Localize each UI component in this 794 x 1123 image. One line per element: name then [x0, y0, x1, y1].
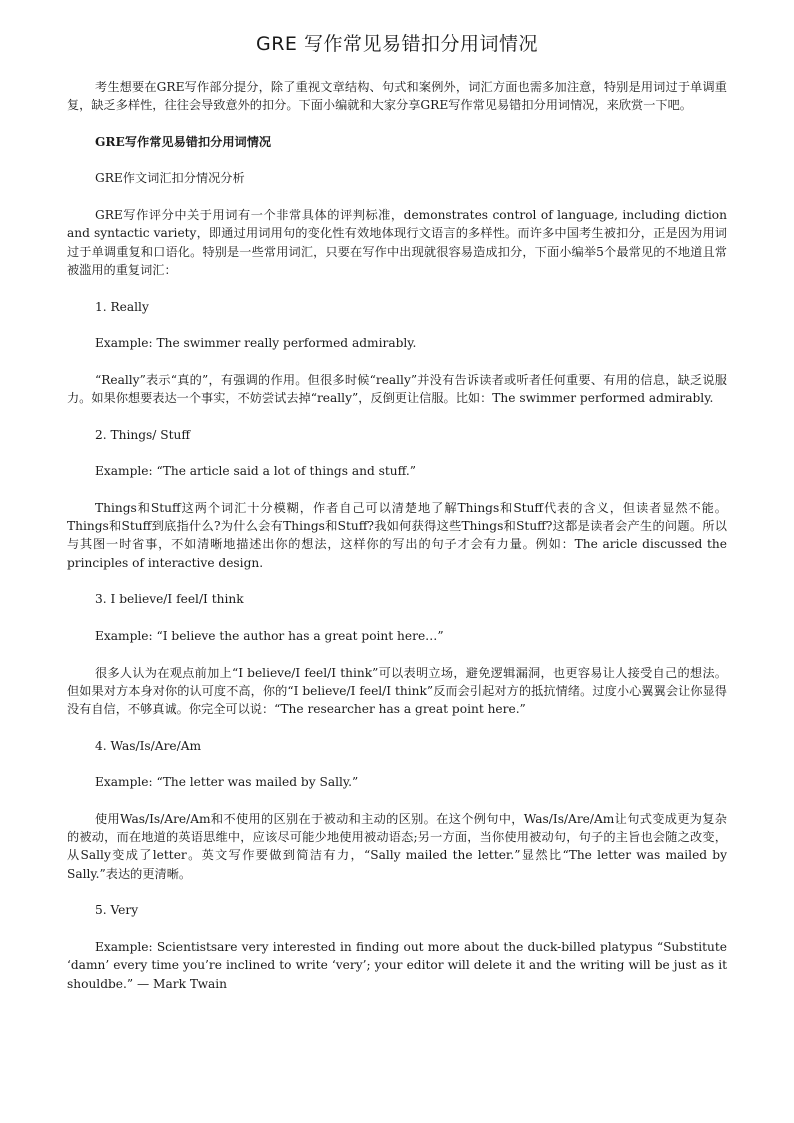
item-3-explanation: 很多人认为在观点前加上“I believe/I feel/I think”可以表明立场，避免逻辑漏洞，也更容易让人接受自己的想法。但如果对方本身对你的认可度不高，你的“I believe/I feel/I think”反而会引起对方的抵抗情绪。过度小心翼翼会让你显得没有自信，不够真诚。你完全可以说：“The researcher has a great point here.”	[67, 665, 727, 717]
document-page	[67, 30, 727, 1011]
item-2-explanation: Things和Stuff这两个词汇十分模糊，作者自己可以清楚地了解Things和Stuff代表的含义，但读者显然不能。Things和Stuff到底指什么?为什么会有Things和Stuff?我如何获得这些Things和Stuff?这都是读者会产生的问题。所以与其图一时省事，不如清晰地描述出你的想法，这样你的写出的句子才会有力量。例如：The aricle discussed the principles of interactive design.	[67, 500, 727, 570]
item-5-heading: 5. Very	[95, 903, 139, 918]
item-4-heading: 4. Was/Is/Are/Am	[95, 738, 202, 753]
item-1-example: Example: The swimmer really performed admirably.	[95, 336, 417, 351]
subheading: GRE写作常见易错扣分用词情况	[95, 134, 272, 149]
page-title: GRE 写作常见易错扣分用词情况	[256, 33, 538, 55]
item-3-example: Example: “I believe the author has a great point here…”	[95, 628, 444, 643]
section-intro-paragraph: GRE写作评分中关于用词有一个非常具体的评判标准，demonstrates control of language, including diction and syntactic variety，即通过用词用句的变化性有效地体现行文语言的多样性。而许多中国考生被扣分，正是因为用词过于单调重复和口语化。特别是一些常用词汇，只要在写作中出现就很容易造成扣分，下面小编举5个最常见的不地道且常被滥用的重复词汇：	[67, 208, 727, 277]
item-4-example: Example: “The letter was mailed by Sally.”	[95, 775, 359, 790]
item-4-explanation: 使用Was/Is/Are/Am和不使用的区别在于被动和主动的区别。在这个例句中，Was/Is/Are/Am让句式变成更为复杂的被动，而在地道的英语思维中，应该尽可能少地使用被动语态;另一方面，当你使用被动句，句子的主旨也会随之改变，从Sally变成了letter。英文写作要做到简洁有力，“Sally mailed the letter.”显然比“The letter was mailed by Sally.”表达的更清晰。	[67, 811, 727, 881]
section-title: GRE作文词汇扣分情况分析	[95, 171, 245, 186]
item-1-explanation: “Really”表示“真的”，有强调的作用。但很多时候“really”并没有告诉读者或听者任何重要、有用的信息，缺乏说服力。如果你想要表达一个事实，不妨尝试去掉“really”，反倒更让信服。比如：The swimmer performed admirably.	[67, 372, 727, 406]
item-3-heading: 3. I believe/I feel/I think	[95, 592, 244, 607]
item-2-example: Example: “The article said a lot of things and stuff.”	[95, 464, 416, 479]
item-2-heading: 2. Things/ Stuff	[95, 427, 191, 442]
intro-paragraph: 考生想要在GRE写作部分提分，除了重视文章结构、句式和案例外，词汇方面也需多加注意，特别是用词过于单调重复，缺乏多样性，往往会导致意外的扣分。下面小编就和大家分享GRE写作常见易错扣分用词情况，来欣赏一下吧。	[67, 80, 727, 113]
item-5-example: Example: Scientistsare very interested in finding out more about the duck-billed platypus “Substitute ‘damn’ every time you’re inclined to write ‘very’; your editor will delete it and the writing will be just as it shouldbe.” — Mark Twain	[67, 939, 727, 991]
item-1-heading: 1. Really	[95, 299, 149, 314]
